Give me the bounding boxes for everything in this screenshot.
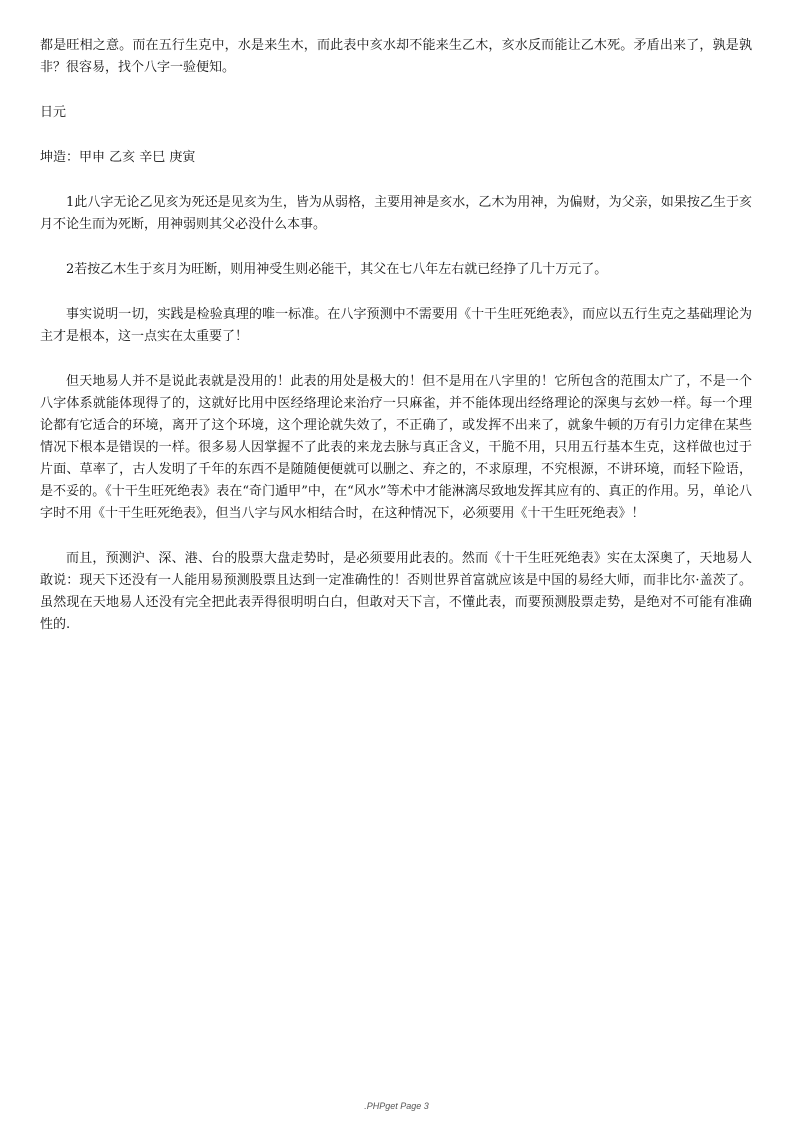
paragraph-7: 但天地易人并不是说此表就是没用的！此表的用处是极大的！但不是用在八字里的！它所包含的范围太广了，不是一个八字体系就能体现得了的，这就好比用中医经络理论来治疗一只麻雀，并不能体现出经络理论的深奥与玄妙一样。每一个理论都有它适合的环境，离开了这个环境，这个理论就失效了，不正确了，或发挥不出来了，就象牛顿的万有引力定律在某些情况下根本是错误的一样。很多易人因掌握不了此表的来龙去脉与真正含义，干脆不用，只用五行基本生克，这样做也过于片面、草率了，古人发明了千年的东西不是随随便便就可以删之、弃之的，不求原理，不究根源，不讲环境，而轻下险语，是不妥的。《十干生旺死绝表》表在“奇门遁甲”中，在“风水”等术中才能淋漓尽致地发挥其应有的、真正的作用。另，单论八字时不用《十干生旺死绝表》，但当八字与风水相结合时，在这种情况下，必须要用《十干生旺死绝表》！ <box>40 374 752 521</box>
page-body <box>40 35 752 636</box>
paragraph-2: 日元 <box>40 105 67 120</box>
paragraph-3: 坤造：甲申 乙亥 辛巳 庚寅 <box>40 150 196 165</box>
paragraph-5: 2若按乙木生于亥月为旺断，则用神受生则必能干，其父在七八年左右就已经挣了几十万元了。 <box>66 262 608 277</box>
paragraph-1: 都是旺相之意。而在五行生克中，水是来生木，而此表中亥水却不能来生乙木，亥水反而能让乙木死。矛盾出来了，孰是孰非？很容易，找个八字一验便知。 <box>40 38 752 75</box>
page-footer: .PHPget Page 3 <box>364 1101 429 1111</box>
paragraph-6: 事实说明一切，实践是检验真理的唯一标准。在八字预测中不需要用《十干生旺死绝表》，而应以五行生克之基础理论为主才是根本，这一点实在太重要了！ <box>40 307 752 344</box>
paragraph-8: 而且，预测沪、深、港、台的股票大盘走势时，是必须要用此表的。然而《十干生旺死绝表》实在太深奥了，天地易人敢说：现天下还没有一人能用易预测股票且达到一定准确性的！否则世界首富就应该是中国的易经大师，而非比尔·盖茨了。虽然现在天地易人还没有完全把此表弄得很明明白白，但敢对天下言，不懂此表，而要预测股票走势，是绝对不可能有准确性的. <box>40 551 752 632</box>
paragraph-4: 1此八字无论乙见亥为死还是见亥为生，皆为从弱格，主要用神是亥水，乙木为用神，为偏财，为父亲，如果按乙生于亥月不论生而为死断，用神弱则其父必没什么本事。 <box>40 195 752 232</box>
